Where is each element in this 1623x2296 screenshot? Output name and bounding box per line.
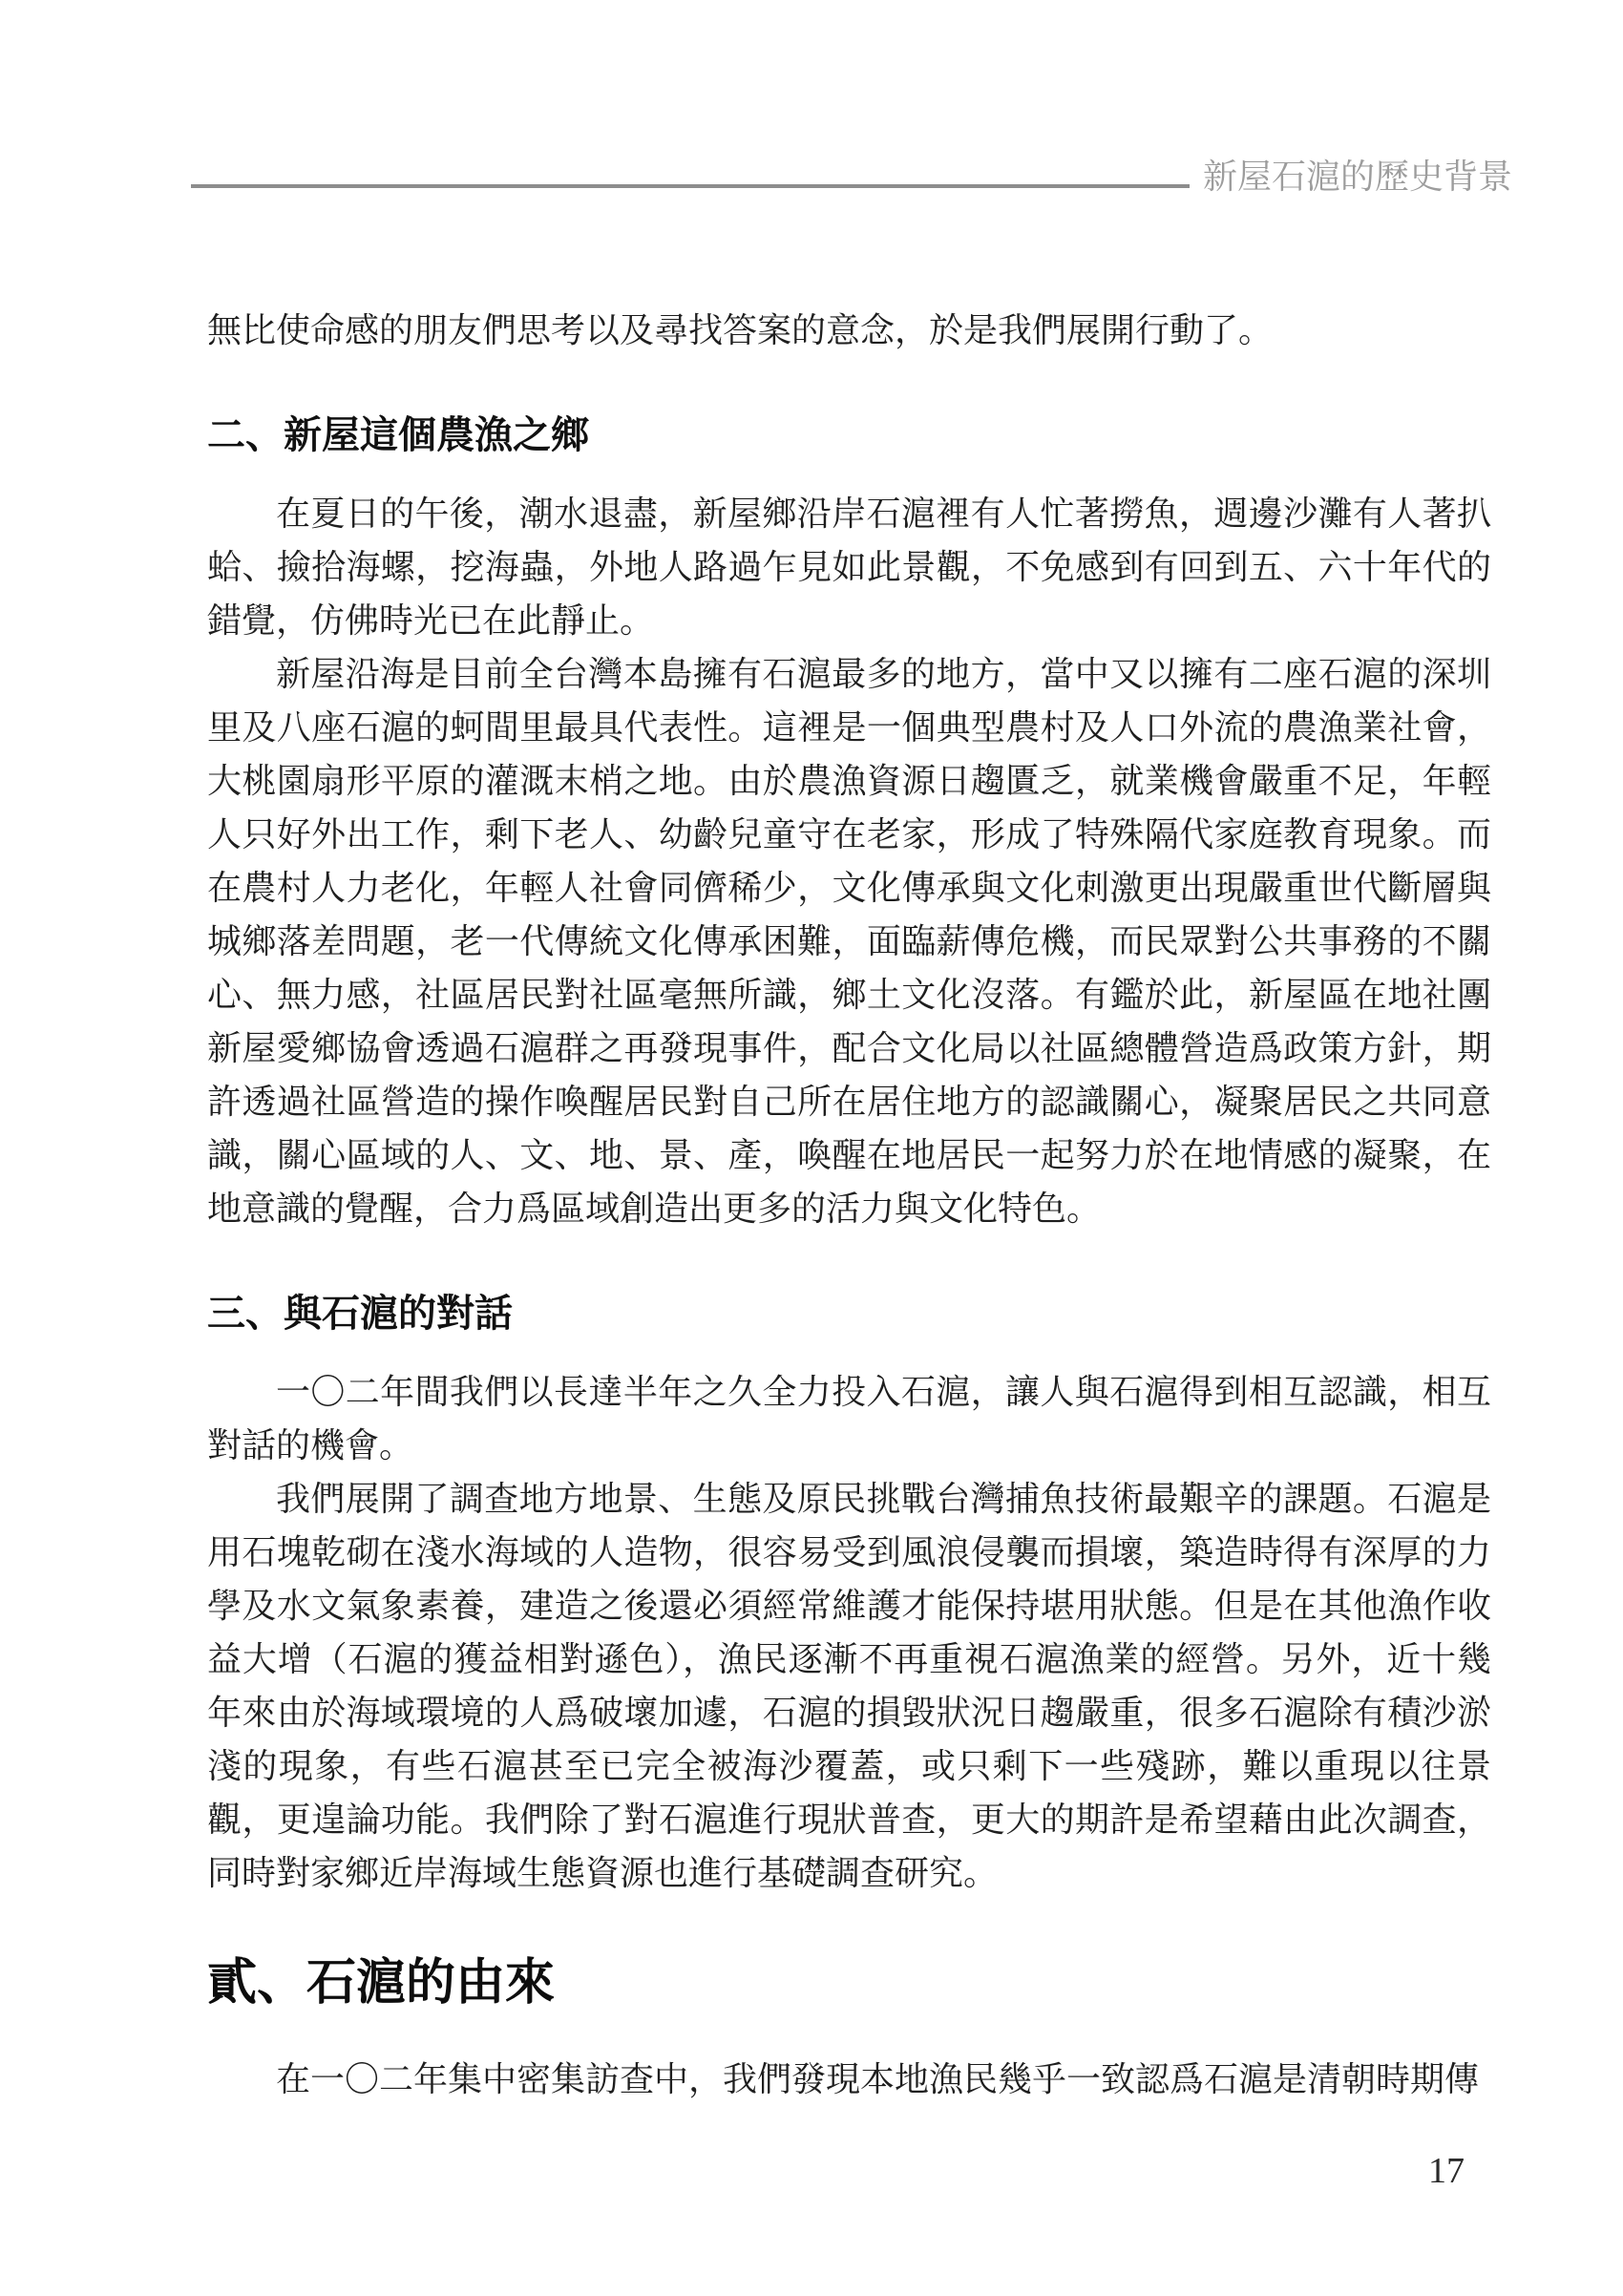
section-heading: 貳、石滬的由來 xyxy=(207,1956,556,2011)
sub-heading-2: 二、新屋這個農漁之鄉 xyxy=(207,413,589,456)
paragraph-continuation: 無比使命感的朋友們思考以及尋找答案的意念，於是我們展開行動了。 xyxy=(207,311,1274,349)
paragraph: 我們展開了調查地方地景、生態及原民挑戰台灣捕魚技術最艱辛的課題。石滬是用石塊乾砌在淺水海域的人造物，很容易受到風浪侵襲而損壞，築造時得有深厚的力學及水文氣象素養，建造之後還必須經常維護才能保持堪用狀態。但是在其他漁作收益大增（石滬的獲益相對遜色），漁民逐漸不再重視石滬漁業的經營。另外，近十幾年來由於海域環境的人爲破壞加遽，石滬的損毀狀況日趨嚴重，很多石滬除有積沙淤淺的現象，有些石滬甚至已完全被海沙覆蓋，或只剩下一些殘跡，難以重現以往景觀，更遑論功能。我們除了對石滬進行現狀普查，更大的期許是希望藉由此次調查，同時對家鄉近岸海域生態資源也進行基礎調查研究。 xyxy=(207,1480,1491,1892)
paragraph: 一〇二年間我們以長達半年之久全力投入石滬，讓人與石滬得到相互認識，相互對話的機會。 xyxy=(207,1373,1491,1464)
page-number: 17 xyxy=(1428,2151,1465,2191)
paragraph: 新屋沿海是目前全台灣本島擁有石滬最多的地方，當中又以擁有二座石滬的深圳里及八座石滬的蚵間里最具代表性。這裡是一個典型農村及人口外流的農漁業社會，大桃園扇形平原的灌溉末梢之地。由於農漁資源日趨匱乏，就業機會嚴重不足，年輕人只好外出工作，剩下老人、幼齡兒童守在老家，形成了特殊隔代家庭教育現象。而在農村人力老化，年輕人社會同儕稀少，文化傳承與文化刺激更出現嚴重世代斷層與城鄉落差問題，老一代傳統文化傳承困難，面臨薪傳危機，而民眾對公共事務的不關心、無力感，社區居民對社區毫無所識，鄉土文化沒落。有鑑於此，新屋區在地社團新屋愛鄉協會透過石滬群之再發現事件，配合文化局以社區總體營造爲政策方針，期許透過社區營造的操作喚醒居民對自己所在居住地方的認識關心，凝聚居民之共同意識，關心區域的人、文、地、景、產，喚醒在地居民一起努力於在地情感的凝聚，在地意識的覺醒，合力爲區域創造出更多的活力與文化特色。 xyxy=(207,655,1491,1228)
page-content xyxy=(207,304,1491,2106)
running-head-title: 新屋石滬的歷史背景 xyxy=(1203,157,1513,196)
sub-heading-3: 三、與石滬的對話 xyxy=(207,1292,513,1335)
paragraph: 在夏日的午後，潮水退盡，新屋鄉沿岸石滬裡有人忙著撈魚，週邊沙灘有人著扒蛤、撿拾海螺，挖海蟲，外地人路過乍見如此景觀，不免感到有回到五、六十年代的錯覺，仿佛時光已在此靜止。 xyxy=(207,495,1491,640)
header-rule xyxy=(191,184,1190,188)
paragraph: 在一〇二年集中密集訪查中，我們發現本地漁民幾乎一致認爲石滬是清朝時期傳 xyxy=(276,2060,1480,2098)
